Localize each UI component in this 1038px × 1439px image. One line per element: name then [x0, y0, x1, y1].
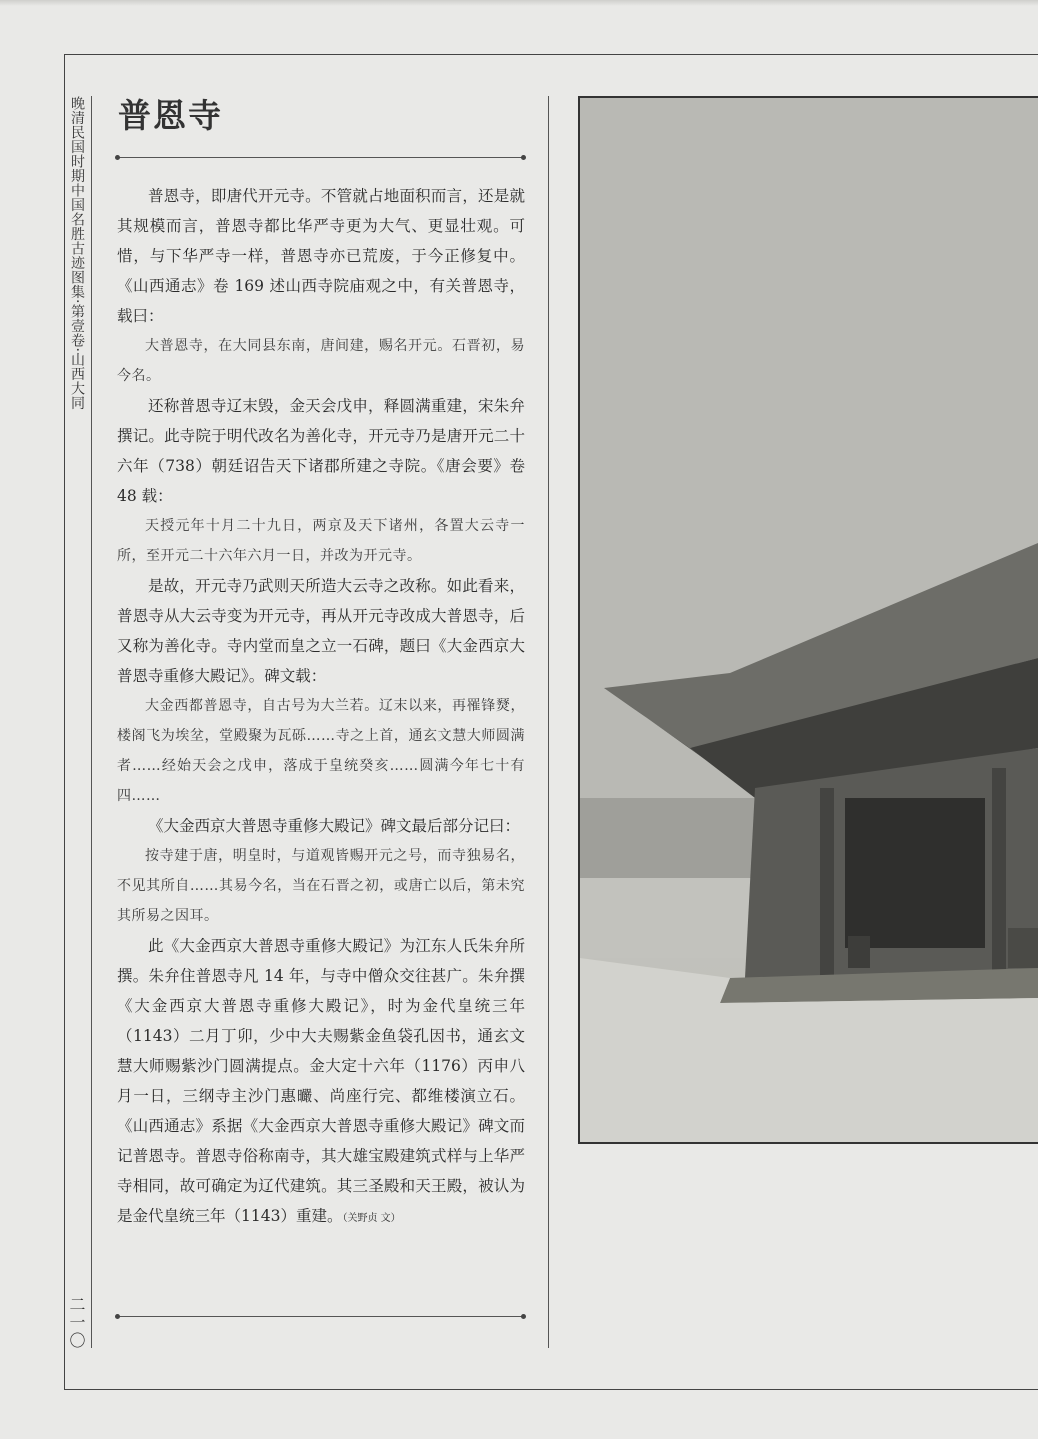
series-title: 晚清民国时期中国名胜古迹图集·第壹卷·山西大同: [69, 96, 85, 411]
title-divider: [117, 157, 524, 158]
page-title: 普恩寺: [118, 96, 223, 135]
paragraph-text: 此《大金西京大普恩寺重修大殿记》为江东人氏朱弁所撰。朱弁住普恩寺凡 14 年，与寺中僧众交往甚广。朱弁撰《大金西京大普恩寺重修大殿记》，时为金代皇统三年（1143）二月丁卯，少中大夫赐紫金鱼袋孔因书，通玄文慧大师赐紫沙门圆满提点。金大定十六年（1176）丙申八月一日，三纲寺主沙门惠曮、尚座行完、都维楼演立石。《山西通志》系据《大金西京大普恩寺重修大殿记》碑文而记普恩寺。普恩寺俗称南寺，其大雄宝殿建筑式样与上华严寺相同，故可确定为辽代建筑。其三圣殿和天王殿，被认为是金代皇统三年（1143）重建。: [117, 937, 525, 1225]
paragraph: 普恩寺，即唐代开元寺。不管就占地面积而言，还是就其规模而言，普恩寺都比华严寺更为大气、更显壮观。可惜，与下华严寺一样，普恩寺亦已荒废，于今正修复中。《山西通志》卷 169 述山西寺院庙观之中，有关普恩寺，载曰：: [117, 187, 525, 325]
page-number: 二一〇: [67, 1296, 86, 1350]
article-body: [117, 181, 525, 1234]
page-edge-shadow: [0, 0, 1038, 6]
quote-paragraph: 大普恩寺，在大同县东南，唐间建，赐名开元。石晋初，易今名。: [117, 338, 525, 384]
quote-paragraph: 按寺建于唐，明皇时，与道观皆赐开元之号，而寺独易名，不见其所自……其易今名，当在石晋之初，或唐亡以后，第未究其所易之因耳。: [117, 848, 525, 924]
temple-hall-illustration: [580, 98, 1038, 1142]
hall-door: [845, 798, 985, 948]
paragraph: 《大金西京大普恩寺重修大殿记》碑文最后部分记曰：: [148, 817, 521, 835]
hall-pillar: [992, 768, 1006, 978]
hall-pillar: [820, 788, 834, 978]
incense-burner: [848, 936, 870, 968]
paragraph: 是故，开元寺乃武则天所造大云寺之改称。如此看来，普恩寺从大云寺变为开元寺，再从开元寺改成大普恩寺，后又称为善化寺。寺内堂而皇之立一石碑，题曰《大金西京大普恩寺重修大殿记》。碑文载：: [117, 577, 525, 685]
paragraph: [117, 931, 525, 1234]
quote-paragraph: 大金西都普恩寺，自古号为大兰若。辽末以来，再罹锋燹，楼阁飞为埃坌，堂殿聚为瓦砾……寺之上首，通玄文慧大师圆满者……经始天会之戊申，落成于皇统癸亥……圆满今年七十有四……: [117, 698, 525, 804]
stone-stele-base: [1008, 928, 1038, 968]
paragraph: 还称普恩寺辽末毁，金天会戊申，释圆满重建，宋朱弁撰记。此寺院于明代改名为善化寺，开元寺乃是唐开元二十六年（738）朝廷诏告天下诸郡所建之寺院。《唐会要》卷 48 载：: [117, 397, 525, 505]
quote-paragraph: 天授元年十月二十九日，两京及天下诸州，各置大云寺一所，至开元二十六年六月一日，并改为开元寺。: [117, 518, 525, 564]
column-divider: [548, 96, 549, 1348]
temple-photo: [578, 96, 1038, 1144]
author-credit: （关野贞 文）: [342, 1213, 401, 1224]
spine-divider: [91, 96, 92, 1348]
bottom-divider: [117, 1316, 524, 1317]
